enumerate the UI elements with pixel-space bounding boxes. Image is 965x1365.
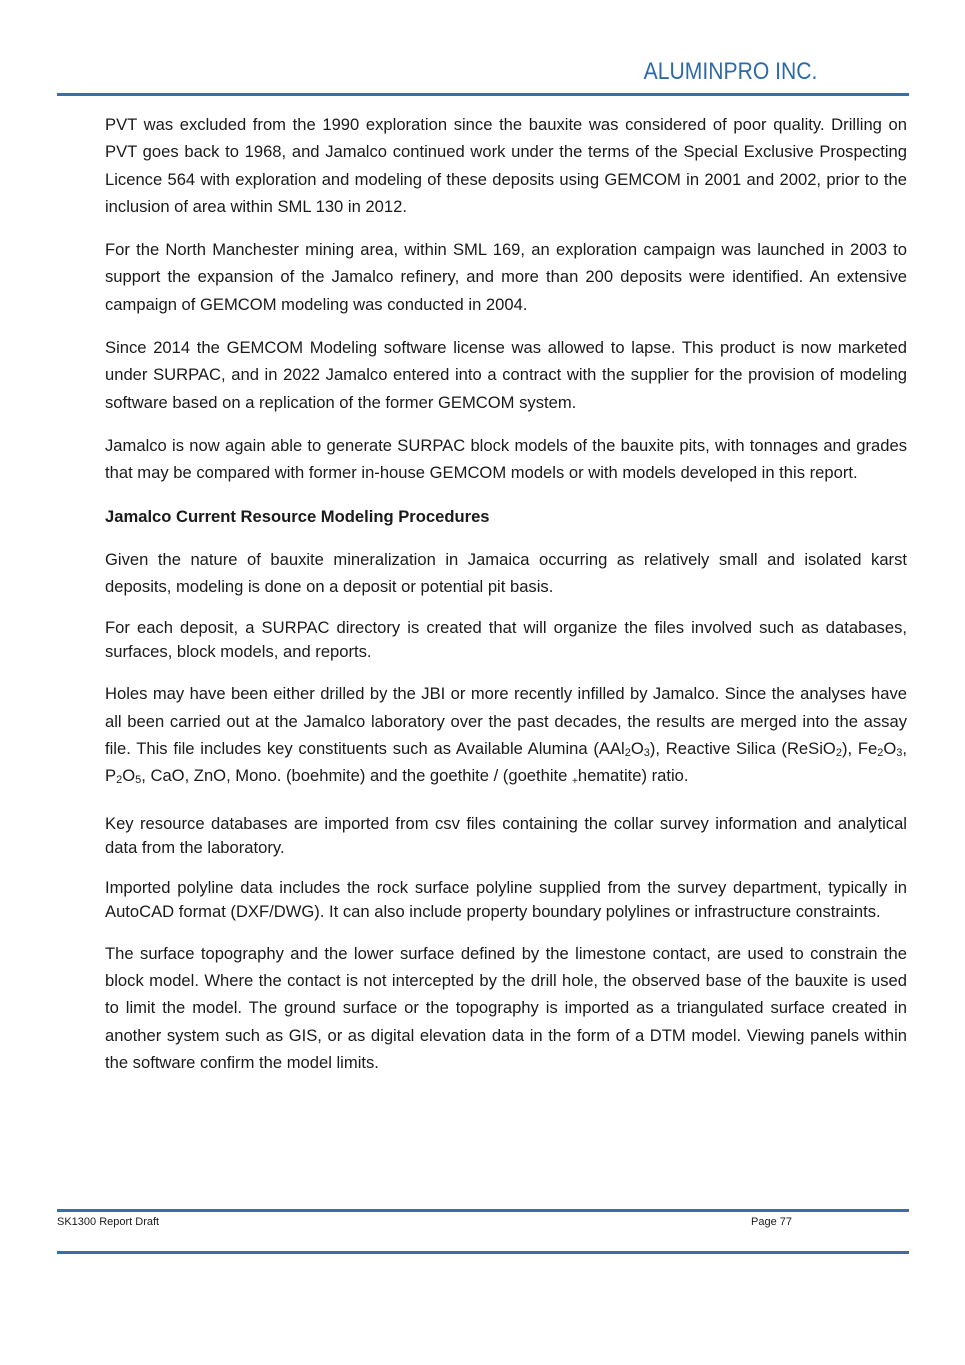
- paragraph-surpac-directory: For each deposit, a SURPAC directory is created that will organize the files involved such as databases, surfaces, block models, and reports.: [105, 618, 907, 662]
- paragraph-surface-topography: The surface topography and the lower surface defined by the limestone contact, are used to constrain the block model. Where the contact is not intercepted by the drill hole, the observed base of the bauxite is used to limit the model. The ground surface or the topography is imported as a triangulated surface created in another system such as GIS, or as digital elevation data in the form of a DTM model. Viewing panels within the software confirm the model limits.: [105, 943, 907, 1072]
- page-number: Page 77: [751, 1216, 792, 1228]
- paragraph-north-manchester: For the North Manchester mining area, within SML 169, an exploration campaign was launched in 2003 to support the expansion of the Jamalco refinery, and more than 200 deposits were identified. An extensive campaign of GEMCOM modeling was conducted in 2004.: [105, 240, 907, 314]
- section-heading: Jamalco Current Resource Modeling Procedures: [105, 506, 490, 526]
- document-body: [105, 111, 907, 1092]
- paragraph-surpac-models: Jamalco is now again able to generate SURPAC block models of the bauxite pits, with tonnages and grades that may be compared with former in-house GEMCOM models or with models developed in this report.: [105, 435, 907, 483]
- paragraph-polyline-data: Imported polyline data includes the rock surface polyline supplied from the survey department, typically in AutoCAD format (DXF/DWG). It can also include property boundary polylines or infrastructure constraints.: [105, 877, 907, 921]
- paragraph-key-databases: Key resource databases are imported from csv files containing the collar survey information and analytical data from the laboratory.: [105, 813, 907, 857]
- footer-divider-bottom: [57, 1251, 909, 1254]
- company-header: ALUMINPRO INC.: [643, 58, 817, 85]
- header-divider: [57, 93, 909, 96]
- footer-divider-top: [57, 1209, 909, 1212]
- paragraph-assay-file: Holes may have been either drilled by the JBI or more recently infilled by Jamalco. Since the analyses have all been carried out at the Jamalco laboratory over the past decades, the results are merged into the assay file. This file includes key constituents such as Available Alumina $(AAl_2O_3)$, Reactive Silica (ReSiO$_2$), $Fe_2O_3$, $P_2O_5$, CaO, ZnO, Mono. (boehmite) and the goethite / (goethite +hematite) ratio.: [105, 684, 907, 788]
- footer-report-name: SK1300 Report Draft: [57, 1216, 160, 1228]
- paragraph-mineralization: Given the nature of bauxite mineralization in Jamaica occurring as relatively small and isolated karst deposits, modeling is done on a deposit or potential pit basis.: [105, 549, 907, 597]
- paragraph-gemcom-license: Since 2014 the GEMCOM Modeling software license was allowed to lapse. This product is now marketed under SURPAC, and in 2022 Jamalco entered into a contract with the supplier for the provision of modeling software based on a replication of the former GEMCOM system.: [105, 338, 907, 412]
- paragraph-pvt-history: PVT was excluded from the 1990 exploration since the bauxite was considered of poor quality. Drilling on PVT goes back to 1968, and Jamalco continued work under the terms of the Special Exclusive Prospecting Licence 564 with exploration and modeling of these deposits using GEMCOM in 2001 and 2002, prior to the inclusion of area within SML 130 in 2012.: [105, 115, 907, 216]
